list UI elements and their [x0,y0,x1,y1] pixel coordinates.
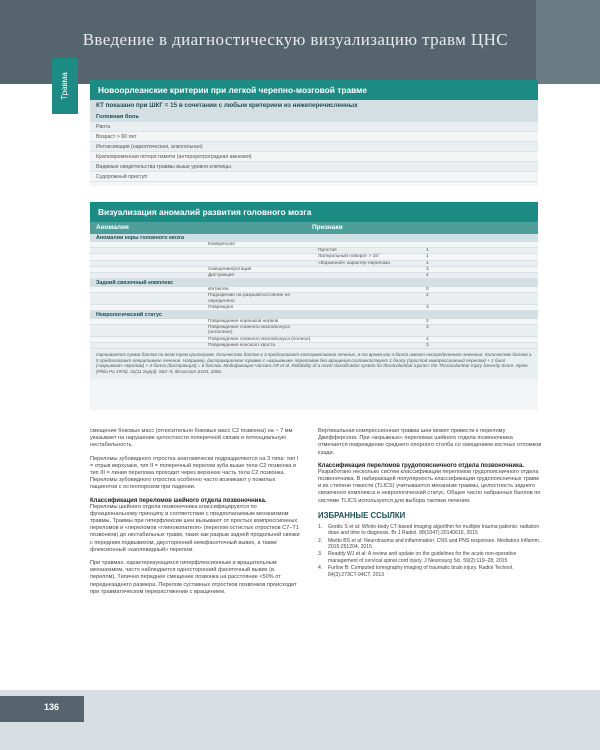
table-row: «Взрывной» характер перелома 1 [90,261,538,267]
box1-subtitle: КТ показано при ШКГ = 15 в сочетании с любым критерием из нижеперечисленных [90,100,538,112]
paragraph: Переломы шейного отдела позвоночника классифицируются по функциональному принципу в соответствии с предполагаемым механизмом травмы. Травмы при гиперфлексии шеи вызывают от простых компрессионных переломов и «переломов «глинокопателя» (перелом остистых отростков С7–Т1 позвонков) до нестабильных травм, таких как разрыв задней продольной связки с передним подвывихом, двусторонний межфасеточный вывих, а также флексионный «каплевидный» перелом. [90,503,300,553]
paragraph: При травмах, характеризующихся гиперфлексионным и вращательным механизмом, часто наблюдается односторонний фасеточный вывих (в. перелом). Типично переднее смещение позвонка на расстояние <50% от переднезаднего размера. Перелом суставных отростков позвонков происходит при травматическом перерастяжении с вращением. [90,560,297,595]
table-row: Подозрение на разрыв/состояние не определено 2 [90,293,538,304]
subheading: Классификация переломов грудопоясничного отдела позвоночника. [318,462,525,469]
box1-title: Новоорлеанские критерии при легкой черепно-мозговой травме [90,80,538,100]
criteria-row: Рвота [90,122,538,132]
table-header [90,222,538,234]
page-number: 136 [44,702,60,712]
header-anomaly: Аномалия [96,224,129,231]
table-row: Повреждение конского хвоста 3 [90,343,538,349]
table-row: Повреждение корешков нервов 2 [90,319,538,325]
reference-item: 1. Gordic S et al: Whole-body CT-based imaging algorithm for multiple trauma patients: radiation dose and time to diagnosis. Br J Radiol. 88(1047):20140616, 2015 [318,523,540,537]
header-cap [536,0,600,84]
criteria-row: Возраст > 60 лет [90,132,538,142]
page-number-tab [0,696,84,722]
criteria-row: Видимые свидетельства травмы выше уровня ключицы [90,162,538,172]
table-row: Дистракция 4 [90,273,538,279]
paragraph: смещение боковых масс (относительно боковых масс С2 позвонка) на ~ 7 мм указывает на нарушение целостности поперечной связки и потенциальную нестабильность. [90,428,293,449]
table-row: Поврежден 3 [90,305,538,311]
criteria-row: Головная боль [90,112,538,122]
left-column [90,428,300,602]
paragraph: Переломы зубовидного отростка анатомически подразделяются на 3 типа: тип I = отрыв верхушки, тип II = поперечный перелом зуба выше тела С2 позвонка и тип III = линия перелома проходит через верхнюю часть тела С2 позвонка. Переломы зубовидного отростка особенно часто возникают у пожилых пациентов с остеопорозом при падении. [90,455,299,491]
table-row: Компрессия [90,242,538,248]
side-tab-label: Травма [60,72,69,100]
subheading: Классификация переломов шейного отдела позвоночника. [90,497,267,504]
table-section: Задний связочный комплекс [90,279,538,287]
table-footnote: Оценивается сумма баллов по всем трем критериям. Количество баллов ≤ 3 предполагает консервативное лечение, в то время как 4 балла имеют неопределенное значение. Количество баллов ≥ 5 предполагает оперативное лечение. Например, дистракционная травма с «взрывным» переломом без вращения соответствует 1 баллу (простой компрессионный перелом) + 1 балл («взрывной» перелом) + 4 балла (дистракция) = 6 баллов. Модификация Vaccaro AR et al. Reliability of a novel classification system for thoracolumbar injuries: the Thoracolumbar Injury Severity Score. Spine (Phila Pa 1976). 31(11 Suppl): S62–9; discussion S104, 2006. [90,349,538,379]
reference-item: 2. Mietto BS et al: Neurotrauma and inflammation: CNS and PNS responses. Mediators Inflamm. 2015:251204, 2015 [318,537,541,551]
table-row: Простая 1 [90,248,538,254]
side-tab [52,58,78,114]
table-row: Смещение/ротация 3 [90,267,538,273]
table-row: Интактен 0 [90,287,538,293]
criteria-row: Кратковременная потеря памяти (антероретроградная амнезия) [90,152,538,162]
footer-band [0,690,600,750]
references-title: ИЗБРАННЫЕ ССЫЛКИ [318,510,406,520]
paragraph: Вертикальная компрессионная травма шеи может привести к перелому Джефферсона. При «взрывных» переломах шейного отдела позвоночника отмечается повреждение среднего опорного столба со смещением костных отломков кзади. [318,428,542,456]
box2-title: Визуализация аномалий развития головного мозга [90,202,538,222]
header-signs: Признаки [312,224,343,231]
header-title: Введение в диагностическую визуализацию травм ЦНС [82,30,508,49]
paragraph: Разработано несколько систем классификации переломов грудопоясничного отдела позвоночника. В набирающей популярность классификации грудопоясничных травм и их степени тяжести (TLICS) учитываются механизм травмы, целостность заднего связочного комплекса и неврологический статус. Общее число набранных баллов по системе TLICS используется для выбора тактики лечения. [318,468,541,504]
criteria-row: Интоксикация (наркотическая, алкогольная) [90,142,538,152]
criteria-row: Судорожный приступ [90,172,538,182]
right-column [318,428,542,579]
anomalies-table-box [90,202,538,410]
table-row: Повреждение спинного мозга/конуса (неполное) 3 [90,325,538,336]
new-orleans-criteria-box [90,80,538,186]
table-section: Аномалии коры головного мозга [90,234,538,242]
reference-item: 4. Furlow B: Computed tomography imaging of traumatic brain injury. Radiol Technol. 84(3):273CT-94CT, 2013 [318,565,514,578]
page-header [0,0,600,84]
table-section: Неврологический статус [90,311,538,319]
table-row: Повреждение спинного мозга/конуса (полное) 2 [90,337,538,343]
reference-item: 3. Readdy WJ et al: A review and update on the guidelines for the acute non-operative management of cervical spinal cord injury. J Neurosurg Sci. 59(2):119–28, 2015 [318,551,517,564]
table-row: Латеральный поворот > 15° 1 [90,254,538,260]
